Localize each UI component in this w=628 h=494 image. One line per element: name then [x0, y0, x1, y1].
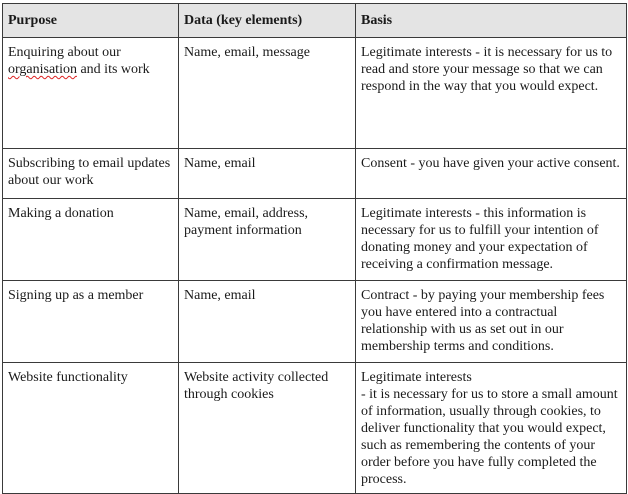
spellcheck-flagged-word: organisation	[8, 62, 77, 77]
table-body	[3, 38, 627, 494]
purpose-cell: Signing up as a member	[3, 281, 179, 363]
table-row	[3, 363, 627, 494]
table-row	[3, 38, 627, 149]
header-data: Data (key elements)	[179, 4, 356, 38]
data-processing-table	[2, 3, 627, 494]
data-cell: Name, email	[179, 281, 356, 363]
purpose-text-end: and its work	[76, 62, 150, 77]
purpose-cell: Website functionality	[3, 363, 179, 494]
data-cell: Website activity collected through cookies	[179, 363, 356, 494]
purpose-cell	[3, 38, 179, 149]
purpose-text: Enquiring about our	[8, 45, 121, 60]
purpose-cell: Subscribing to email updates about our work	[3, 149, 179, 199]
header-row	[3, 4, 627, 38]
table-row	[3, 281, 627, 363]
basis-cell: Consent - you have given your active consent.	[356, 149, 627, 199]
basis-cell: Contract - by paying your membership fees you have entered into a contractual relationship with us as set out in our membership terms and conditions.	[356, 281, 627, 363]
header-purpose: Purpose	[3, 4, 179, 38]
table-header	[3, 4, 627, 38]
basis-cell: Legitimate interests - this information is necessary for us to fulfill your intention of donating money and your expectation of receiving a confirmation message.	[356, 199, 627, 281]
data-cell: Name, email	[179, 149, 356, 199]
basis-detail: - it is necessary for us to store a small amount of information, usually through cookies, to deliver functionality that you would expect, such as remembering the contents of your order before you have fully completed the process.	[361, 387, 618, 487]
basis-cell: Legitimate interests - it is necessary for us to read and store your message so that we can respond in the way that you would expect.	[356, 38, 627, 149]
data-cell: Name, email, address, payment information	[179, 199, 356, 281]
purpose-cell: Making a donation	[3, 199, 179, 281]
basis-heading: Legitimate interests	[361, 370, 472, 385]
table-row	[3, 149, 627, 199]
header-basis: Basis	[356, 4, 627, 38]
table-row	[3, 199, 627, 281]
basis-cell	[356, 363, 627, 494]
data-cell: Name, email, message	[179, 38, 356, 149]
